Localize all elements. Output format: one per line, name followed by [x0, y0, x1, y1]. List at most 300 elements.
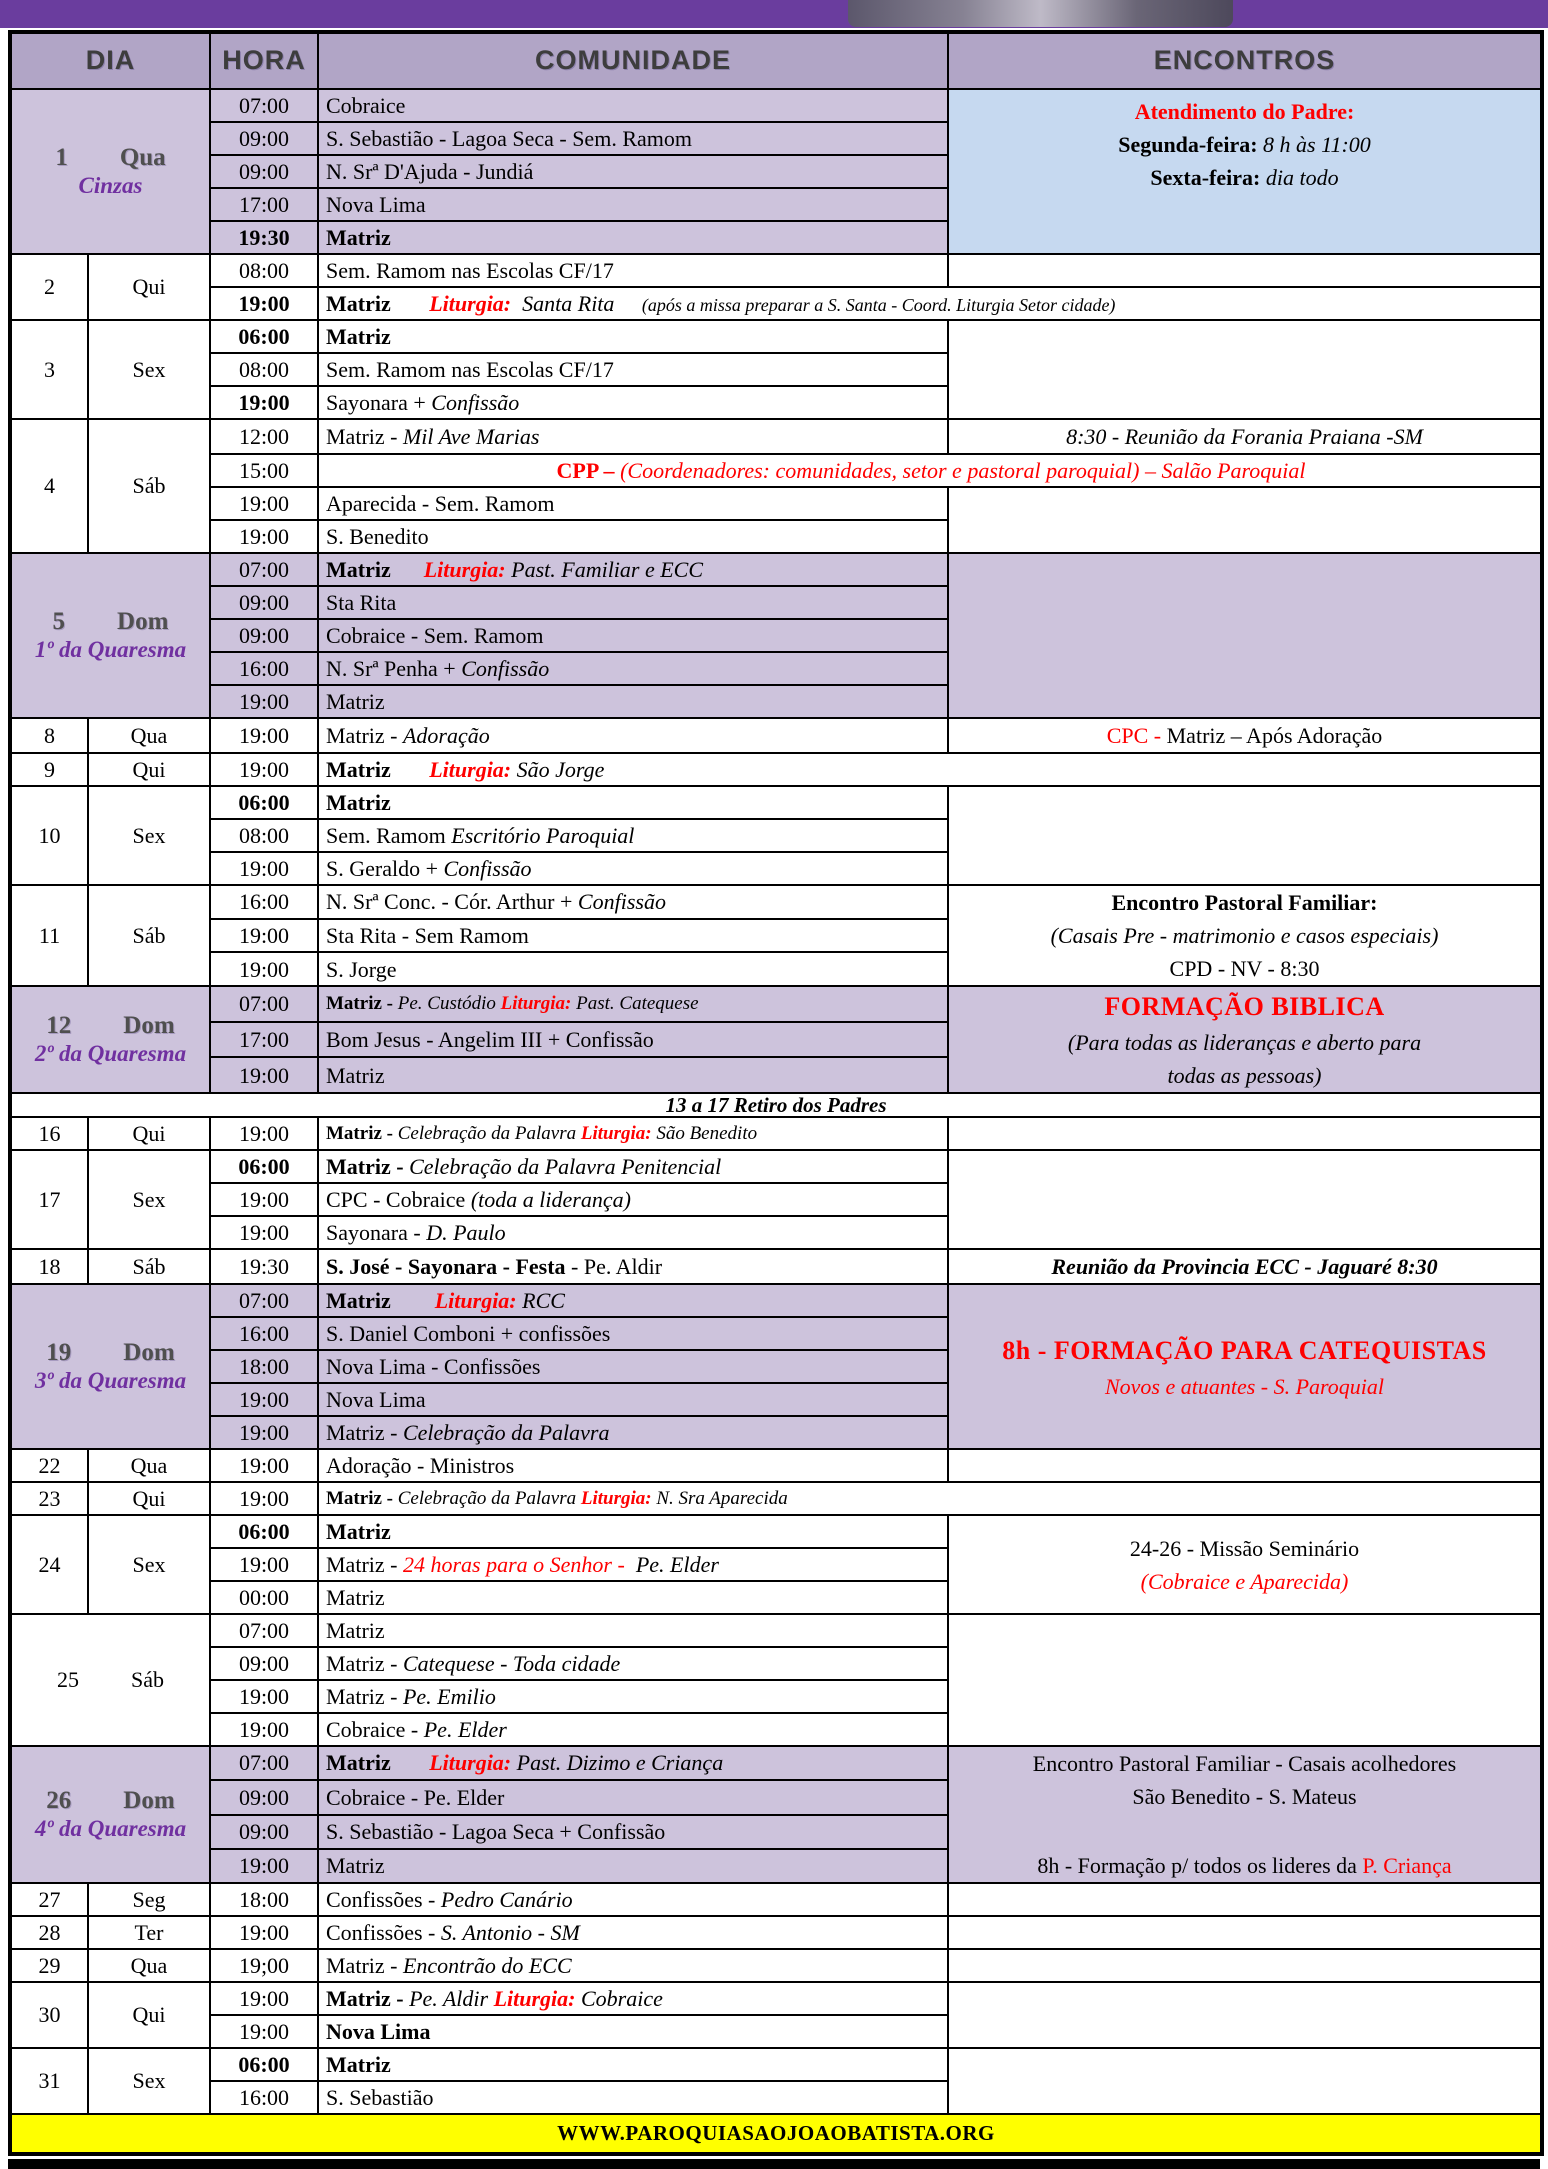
encontros-line — [953, 1565, 1536, 1598]
day-number-cell: 2 — [10, 254, 88, 320]
community-cell — [318, 1883, 948, 1916]
text-segment: FORMAÇÃO BIBLICA — [1104, 992, 1385, 1021]
text-segment: Matriz — [326, 290, 391, 316]
table-row — [10, 2048, 1542, 2081]
column-header-encontros: ENCONTROS — [948, 32, 1542, 89]
community-cell — [318, 287, 1542, 320]
encontros-line — [953, 886, 1536, 919]
community-cell — [318, 1815, 948, 1849]
text-segment: Matriz — [326, 1584, 385, 1610]
text-segment: Reunião da Provincia ECC - Jaguaré 8:30 — [1051, 1254, 1438, 1279]
encontros-cell — [948, 1982, 1542, 2048]
text-segment: Nova Lima - Confissões — [326, 1353, 541, 1379]
encontros-line — [953, 987, 1536, 1026]
text-segment: Matriz - — [326, 423, 403, 449]
text-segment: Confissões - — [326, 1919, 441, 1945]
encontros-line — [953, 1250, 1536, 1283]
text-segment: Sta Rita - Sem Ramom — [326, 922, 529, 948]
text-segment: São Benedito - S. Mateus — [1132, 1784, 1357, 1809]
text-segment: Matriz — [326, 1750, 391, 1776]
text-segment: Pe. Custódio — [397, 992, 501, 1014]
day-cell — [10, 1746, 210, 1883]
text-segment: Matriz - — [326, 1985, 410, 2011]
time-cell: 19:00 — [210, 1548, 318, 1581]
text-segment: Liturgia: — [580, 1487, 652, 1509]
community-cell — [318, 619, 948, 652]
time-cell: 12:00 — [210, 419, 318, 454]
encontros-cell — [948, 419, 1542, 454]
encontros-cell — [948, 1249, 1542, 1284]
text-segment: Matriz — [326, 556, 391, 582]
day-number-cell: 24 — [10, 1515, 88, 1614]
community-cell — [318, 1849, 948, 1883]
text-segment: Pedro Canário — [440, 1886, 573, 1912]
text-segment: N. Sra Aparecida — [651, 1487, 788, 1509]
footer-row — [10, 2114, 1542, 2154]
time-cell: 07:00 — [210, 89, 318, 122]
liturgical-subtitle: 2º da Quaresma — [34, 1040, 187, 1066]
website-url: WWW.PAROQUIASAOJOAOBATISTA.ORG — [10, 2114, 1542, 2154]
time-cell: 18:00 — [210, 1350, 318, 1383]
time-cell: 19:00 — [210, 1482, 318, 1515]
community-cell — [318, 221, 948, 254]
text-segment: Liturgia: — [500, 992, 572, 1014]
encontros-cell — [948, 1284, 1542, 1449]
day-cell — [10, 1614, 210, 1746]
encontros-line — [953, 161, 1536, 194]
text-segment: Sta Rita — [326, 589, 397, 615]
encontros-line — [953, 1370, 1536, 1403]
text-segment: Past. Dizimo e Criança — [511, 1750, 724, 1776]
day-number-cell: 22 — [10, 1449, 88, 1482]
community-cell — [318, 1482, 1542, 1515]
weekday-label: Dom — [123, 1011, 175, 1039]
community-cell — [318, 1713, 948, 1746]
day-number-weekday — [16, 1012, 205, 1041]
time-cell: 09:00 — [210, 1780, 318, 1814]
time-cell: 08:00 — [210, 254, 318, 287]
text-segment: Cobraice - — [326, 1716, 424, 1742]
text-segment: Sayonara + — [326, 389, 432, 415]
text-segment: (toda a liderança) — [470, 1186, 631, 1212]
day-cell — [10, 986, 210, 1093]
time-cell: 19:00 — [210, 1383, 318, 1416]
encontros-cell — [948, 1117, 1542, 1150]
column-header-comunidade: COMUNIDADE — [318, 32, 948, 89]
weekday-label: Sáb — [131, 1667, 164, 1693]
community-cell — [318, 1249, 948, 1284]
text-segment: Catequese - Toda cidade — [402, 1650, 621, 1676]
text-segment: Novos e atuantes - S. Paroquial — [1104, 1373, 1385, 1399]
time-cell: 19:30 — [210, 221, 318, 254]
text-segment: Escritório Paroquial — [451, 822, 635, 848]
day-number: 5 — [52, 607, 66, 635]
community-cell — [318, 1383, 948, 1416]
text-segment: Mil Ave Marias — [402, 423, 540, 449]
text-segment: (Cobraice e Aparecida) — [1140, 1568, 1349, 1594]
text-segment: Pe. Elder — [423, 1716, 507, 1742]
weekday-cell: Sex — [88, 1150, 210, 1249]
community-cell — [318, 1614, 948, 1647]
day-number-weekday — [16, 1787, 205, 1816]
text-segment: 24-26 - Missão Seminário — [1129, 1535, 1360, 1561]
table-row — [10, 718, 1542, 753]
text-segment: Matriz — [326, 1853, 385, 1879]
time-cell: 19:00 — [210, 1183, 318, 1216]
time-cell: 19:00 — [210, 487, 318, 520]
encontros-cell — [948, 1883, 1542, 1916]
time-cell: 07:00 — [210, 986, 318, 1022]
encontros-cell — [948, 487, 1542, 553]
time-cell: 19:00 — [210, 1982, 318, 2015]
text-segment: Matriz - — [326, 1650, 403, 1676]
community-cell — [318, 1680, 948, 1713]
encontros-line — [953, 1780, 1536, 1813]
time-cell: 06:00 — [210, 320, 318, 353]
text-segment: Aparecida - Sem. Ramom — [326, 490, 555, 516]
time-cell: 06:00 — [210, 2048, 318, 2081]
time-cell: 07:00 — [210, 1284, 318, 1317]
text-segment: Past. Catequese — [571, 992, 699, 1014]
text-segment: (Casais Pre - matrimonio e casos especiais) — [1050, 923, 1439, 948]
text-segment: 8 h às 11:00 — [1263, 132, 1371, 157]
text-segment: Bom Jesus - Angelim III + Confissão — [326, 1026, 654, 1052]
day-number-cell: 17 — [10, 1150, 88, 1249]
day-number: 1 — [55, 143, 68, 171]
table-row — [10, 1249, 1542, 1284]
text-segment: S. Sebastião - Lagoa Seca - Sem. Ramom — [326, 125, 692, 151]
weekday-cell: Seg — [88, 1883, 210, 1916]
encontros-line — [953, 1532, 1536, 1565]
text-segment: Celebração da Palavra — [397, 1487, 581, 1509]
weekday-cell: Qua — [88, 718, 210, 753]
community-cell — [318, 353, 948, 386]
day-number-weekday — [16, 608, 205, 637]
weekday-cell: Qui — [88, 254, 210, 320]
text-segment: Matriz - — [326, 1153, 410, 1179]
text-segment: N. Srª Conc. - Cór. Arthur + — [326, 889, 578, 915]
time-cell: 17:00 — [210, 188, 318, 221]
time-cell: 19:00 — [210, 1916, 318, 1949]
weekday-cell: Sáb — [88, 1249, 210, 1284]
time-cell: 09:00 — [210, 1815, 318, 1849]
text-segment: Confissão — [443, 855, 532, 881]
time-cell: 19:00 — [210, 1216, 318, 1249]
text-segment: N. Srª Penha + — [326, 655, 462, 681]
text-segment: Adoração — [402, 722, 490, 748]
time-cell: 19:00 — [210, 1680, 318, 1713]
community-cell — [318, 419, 948, 454]
text-segment: 8h - Formação p/ todos os lideres da — [1037, 1853, 1363, 1878]
weekday-cell: Sex — [88, 786, 210, 885]
text-segment: S. Antonio - SM — [440, 1919, 580, 1945]
day-number: 26 — [46, 1786, 72, 1814]
table-row — [10, 1449, 1542, 1482]
encontros-cell — [948, 553, 1542, 718]
weekday-cell: Sáb — [88, 419, 210, 553]
table-row — [10, 1515, 1542, 1548]
photo-fragment-icon — [848, 0, 1233, 27]
text-segment: Confissão — [461, 655, 550, 681]
retreat-cell — [10, 1093, 1542, 1117]
table-row — [10, 1916, 1542, 1949]
encontros-cell — [948, 1614, 1542, 1746]
time-cell: 09:00 — [210, 586, 318, 619]
text-segment: S. Daniel Comboni + confissões — [326, 1320, 611, 1346]
weekday-label: Dom — [117, 607, 169, 635]
time-cell: 17:00 — [210, 1022, 318, 1058]
column-header-hora: HORA — [210, 32, 318, 89]
liturgical-subtitle: 1º da Quaresma — [34, 636, 187, 662]
time-cell: 18:00 — [210, 1883, 318, 1916]
encontros-cell — [948, 320, 1542, 419]
table-row — [10, 553, 1542, 586]
text-segment: Encontrão do ECC — [402, 1952, 572, 1978]
time-cell: 19:00 — [210, 287, 318, 320]
encontros-line — [953, 128, 1536, 161]
liturgical-subtitle: Cinzas — [78, 172, 143, 198]
text-segment: Confissão — [431, 389, 520, 415]
table-row — [10, 1982, 1542, 2015]
community-cell — [318, 520, 948, 553]
text-segment: 13 a 17 Retiro dos Padres — [665, 1092, 887, 1117]
encontros-cell — [948, 89, 1542, 254]
text-segment: Adoração - Ministros — [326, 1452, 515, 1478]
text-segment: Celebração da Palavra — [402, 1419, 610, 1445]
text-segment: São Jorge — [511, 756, 605, 782]
day-number-cell: 4 — [10, 419, 88, 553]
text-segment: S. José - Sayonara - Festa — [326, 1253, 566, 1279]
text-segment — [391, 1288, 435, 1313]
bottom-black-bar — [8, 2159, 1540, 2169]
text-segment: RCC — [516, 1287, 565, 1313]
time-cell: 08:00 — [210, 353, 318, 386]
community-cell — [318, 386, 948, 419]
text-segment — [391, 757, 430, 782]
text-segment: Matriz — [326, 688, 385, 714]
text-segment: Confissão — [577, 889, 666, 915]
table-footer — [10, 2114, 1542, 2154]
time-cell: 07:00 — [210, 1614, 318, 1647]
community-cell — [318, 919, 948, 953]
encontros-cell — [948, 885, 1542, 986]
text-segment — [391, 557, 424, 582]
time-cell: 06:00 — [210, 1515, 318, 1548]
day-number-cell: 16 — [10, 1117, 88, 1150]
encontros-line — [953, 719, 1536, 752]
table-row — [10, 89, 1542, 122]
text-segment: Atendimento do Padre: — [1134, 99, 1355, 124]
day-number-cell: 11 — [10, 885, 88, 986]
time-cell: 16:00 — [210, 885, 318, 919]
table-row — [10, 885, 1542, 919]
text-segment: todas as pessoas) — [1167, 1063, 1322, 1088]
time-cell: 19:00 — [210, 1117, 318, 1150]
time-cell: 19:00 — [210, 386, 318, 419]
table-row — [10, 419, 1542, 454]
text-segment: dia todo — [1265, 165, 1339, 190]
weekday-cell: Qua — [88, 1449, 210, 1482]
day-number-cell: 8 — [10, 718, 88, 753]
encontros-line — [953, 95, 1536, 128]
text-segment — [391, 291, 430, 316]
time-cell: 09:00 — [210, 122, 318, 155]
encontros-cell — [948, 986, 1542, 1093]
encontros-cell — [948, 786, 1542, 885]
text-segment: Santa Rita — [511, 290, 615, 316]
community-cell — [318, 685, 948, 718]
text-segment: Liturgia: — [429, 290, 512, 316]
weekday-cell: Qui — [88, 1482, 210, 1515]
table-row — [10, 1284, 1542, 1317]
community-cell — [318, 1150, 948, 1183]
time-cell: 19:00 — [210, 1713, 318, 1746]
text-segment: Encontro Pastoral Familiar - Casais acolhedores — [1032, 1751, 1457, 1776]
community-cell — [318, 1581, 948, 1614]
day-number-cell: 27 — [10, 1883, 88, 1916]
weekday-cell: Qui — [88, 753, 210, 786]
community-cell — [318, 1022, 948, 1058]
text-segment: S. Benedito — [326, 523, 429, 549]
text-segment: N. Srª D'Ajuda - Jundiá — [326, 158, 534, 184]
text-segment: S. Geraldo + — [326, 855, 444, 881]
table-row — [10, 1883, 1542, 1916]
text-segment: Cobraice — [326, 92, 406, 118]
time-cell: 19;00 — [210, 1949, 318, 1982]
text-segment: Liturgia: — [580, 1122, 652, 1144]
table-row — [10, 1482, 1542, 1515]
encontros-line — [953, 919, 1536, 952]
table-header — [10, 32, 1542, 89]
time-cell: 19:00 — [210, 1449, 318, 1482]
day-number-cell: 30 — [10, 1982, 88, 2048]
community-cell — [318, 1780, 948, 1814]
schedule-table — [8, 30, 1544, 2156]
community-cell — [318, 1746, 948, 1780]
time-cell: 06:00 — [210, 1150, 318, 1183]
table-row — [10, 986, 1542, 1022]
text-segment: Confissões - — [326, 1886, 441, 1912]
community-cell — [318, 986, 948, 1022]
text-segment: P. Criança — [1362, 1853, 1452, 1878]
day-number-weekday — [16, 1339, 205, 1368]
encontros-cell — [948, 1150, 1542, 1249]
community-cell — [318, 1515, 948, 1548]
text-segment: Celebração da Palavra — [397, 1122, 581, 1144]
text-segment: Pe. Emilio — [402, 1683, 496, 1709]
table-row — [10, 487, 1542, 520]
encontros-line — [953, 420, 1536, 453]
weekday-cell: Sáb — [88, 885, 210, 986]
community-cell — [318, 1350, 948, 1383]
community-cell — [318, 786, 948, 819]
encontros-cell — [948, 1515, 1542, 1614]
community-cell — [318, 454, 1542, 487]
text-segment: Sem. Ramom nas Escolas CF/17 — [326, 356, 614, 382]
text-segment: Matriz — [326, 1518, 391, 1544]
time-cell: 09:00 — [210, 1647, 318, 1680]
community-cell — [318, 254, 948, 287]
text-segment: - Pe. Aldir — [565, 1253, 663, 1279]
table-row — [10, 1746, 1542, 1780]
header-row — [10, 32, 1542, 89]
community-cell — [318, 155, 948, 188]
day-number: 19 — [46, 1338, 72, 1366]
encontros-line — [953, 952, 1536, 985]
text-segment: Matriz - — [326, 1419, 403, 1445]
text-segment: S. Sebastião - Lagoa Seca + Confissão — [326, 1818, 666, 1844]
weekday-cell: Sex — [88, 1515, 210, 1614]
text-segment: Sayonara - — [326, 1219, 427, 1245]
text-segment — [614, 291, 642, 316]
text-segment: (Para todas as lideranças e aberto para — [1067, 1030, 1422, 1055]
encontros-line — [953, 1059, 1536, 1092]
day-number: 12 — [46, 1011, 72, 1039]
table-row — [10, 1150, 1542, 1183]
text-segment: (Coordenadores: comunidades, setor e pastoral paroquial) – Salão Paroquial — [620, 457, 1306, 483]
text-segment: Matriz - — [326, 1551, 403, 1577]
time-cell: 00:00 — [210, 1581, 318, 1614]
time-cell: 09:00 — [210, 155, 318, 188]
time-cell: 07:00 — [210, 553, 318, 586]
text-segment: 8:30 - Reunião da Forania Praiana -SM — [1066, 424, 1423, 449]
text-segment: S. Sebastião — [326, 2084, 434, 2110]
time-cell: 19:00 — [210, 753, 318, 786]
text-segment: São Benedito — [651, 1122, 758, 1144]
time-cell: 19:00 — [210, 919, 318, 953]
text-segment: Nova Lima — [326, 1386, 426, 1412]
encontros-cell — [948, 1746, 1542, 1883]
community-cell — [318, 652, 948, 685]
time-cell: 19:00 — [210, 718, 318, 753]
text-segment: Matriz - — [326, 992, 398, 1014]
text-segment: Matriz – Após Adoração — [1161, 723, 1383, 748]
day-cell — [10, 1284, 210, 1449]
text-segment: Past. Familiar e ECC — [505, 556, 704, 582]
community-cell — [318, 487, 948, 520]
text-segment: Matriz - — [326, 722, 403, 748]
text-segment: CPD - NV - 8:30 — [1169, 956, 1320, 981]
day-number-weekday — [16, 1667, 205, 1692]
encontros-line — [953, 1747, 1536, 1780]
time-cell: 15:00 — [210, 454, 318, 487]
time-cell: 19:00 — [210, 852, 318, 885]
text-segment: (após a missa preparar a S. Santa - Coord. Liturgia Setor cidade) — [641, 294, 1116, 315]
day-number-cell: 23 — [10, 1482, 88, 1515]
time-cell: 06:00 — [210, 786, 318, 819]
day-number-cell: 28 — [10, 1916, 88, 1949]
community-cell — [318, 2015, 948, 2048]
time-cell: 19:30 — [210, 1249, 318, 1284]
community-cell — [318, 1982, 948, 2015]
encontros-cell — [948, 1449, 1542, 1482]
table-row — [10, 1614, 1542, 1647]
column-header-dia: DIA — [10, 32, 210, 89]
table-row — [10, 320, 1542, 353]
table-row — [10, 287, 1542, 320]
day-cell — [10, 89, 210, 254]
weekday-cell: Qua — [88, 1949, 210, 1982]
text-segment: Liturgia: — [423, 556, 506, 582]
text-segment: Matriz — [326, 1617, 385, 1643]
community-cell — [318, 1916, 948, 1949]
text-segment: Liturgia: — [429, 1750, 512, 1776]
text-segment: Segunda-feira: — [1118, 132, 1264, 157]
community-cell — [318, 2081, 948, 2114]
weekday-label: Qua — [119, 143, 166, 171]
text-segment: Matriz — [326, 1287, 391, 1313]
community-cell — [318, 188, 948, 221]
